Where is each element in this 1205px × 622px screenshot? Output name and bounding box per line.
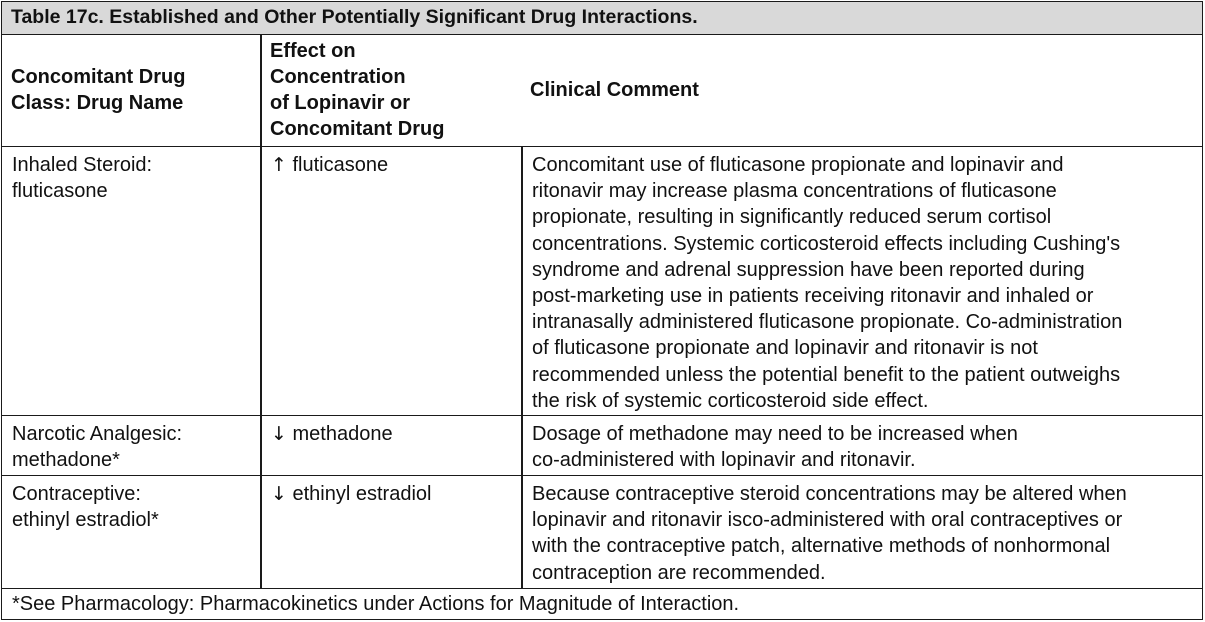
comment-line: Dosage of methadone may need to be increased when: [532, 423, 1018, 445]
column-divider: [521, 476, 523, 588]
decrease-arrow-icon: ↓: [271, 423, 287, 445]
effect-text: fluticasone: [292, 154, 389, 176]
column-divider: [260, 476, 262, 588]
effect-text: methadone: [292, 423, 393, 445]
drug-name-line: methadone*: [12, 449, 120, 472]
effect-text: ethinyl estradiol: [292, 483, 432, 505]
comment-line: syndrome and adrenal suppression have been reported during: [532, 258, 1085, 281]
header-effect-on-concentration: [270, 35, 520, 145]
table-row: [2, 416, 1202, 476]
clinical-comment-cell: [532, 421, 1200, 473]
effect-cell: [271, 421, 519, 447]
comment-line: propionate, resulting in significantly reduced serum cortisol: [532, 206, 1052, 229]
effect-cell: [271, 481, 519, 507]
comment-line: lopinavir and ritonavir isco-administered with oral contraceptives or: [532, 509, 1123, 532]
table-footnote: *See Pharmacology: Pharmacokinetics under Actions for Magnitude of Interaction.: [12, 593, 740, 615]
table-caption: Table 17c. Established and Other Potentially Significant Drug Interactions.: [2, 2, 1202, 35]
drug-class-line: Narcotic Analgesic:: [12, 423, 183, 445]
header-line: of Lopinavir or: [270, 92, 410, 114]
column-divider: [260, 416, 262, 475]
clinical-comment-cell: [532, 152, 1200, 414]
comment-line: with the contraceptive patch, alternative methods of nonhormonal: [532, 535, 1111, 558]
comment-line: recommended unless the potential benefit to the patient outweighs: [532, 363, 1121, 386]
comment-line: Concomitant use of fluticasone propionate and lopinavir and: [532, 154, 1064, 176]
header-line: Concomitant Drug: [270, 118, 445, 140]
clinical-comment-cell: [532, 481, 1200, 586]
header-drug-class: [11, 35, 261, 145]
decrease-arrow-icon: ↓: [271, 483, 287, 505]
header-line: Concomitant Drug: [11, 66, 186, 88]
drug-name-line: fluticasone: [12, 180, 108, 203]
header-line: Effect on: [270, 40, 356, 62]
effect-cell: [271, 152, 519, 178]
comment-line: concentrations. Systemic corticosteroid effects including Cushing's: [532, 232, 1121, 255]
header-line: Concentration: [270, 66, 406, 88]
increase-arrow-icon: ↑: [271, 154, 287, 176]
header-line: Class: Drug Name: [11, 92, 184, 114]
drug-class-line: Inhaled Steroid:: [12, 154, 153, 176]
drug-class-cell: [12, 152, 257, 204]
drug-class-cell: [12, 421, 257, 473]
table-header-row: [2, 35, 1202, 147]
table-row: [2, 147, 1202, 416]
drug-interactions-table: [1, 1, 1203, 620]
column-divider: [521, 416, 523, 475]
column-divider: [521, 147, 523, 415]
comment-line: intranasally administered fluticasone propionate. Co-administration: [532, 311, 1123, 334]
header-line: Clinical Comment: [530, 79, 699, 101]
header-clinical-comment: [530, 35, 1190, 145]
comment-line: of fluticasone propionate and lopinavir and ritonavir is not: [532, 337, 1038, 360]
comment-line: post-marketing use in patients receiving ritonavir and inhaled or: [532, 285, 1094, 308]
comment-line: co-administered with lopinavir and ritonavir.: [532, 449, 916, 472]
comment-line: ritonavir may increase plasma concentrations of fluticasone: [532, 180, 1057, 203]
comment-line: Because contraceptive steroid concentrations may be altered when: [532, 483, 1127, 505]
drug-name-line: ethinyl estradiol*: [12, 509, 159, 532]
comment-line: contraception are recommended.: [532, 561, 826, 584]
comment-line: the risk of systemic corticosteroid side effect.: [532, 389, 929, 412]
table-row: [2, 476, 1202, 589]
drug-class-cell: [12, 481, 257, 533]
column-divider: [260, 147, 262, 415]
drug-class-line: Contraceptive:: [12, 483, 141, 505]
